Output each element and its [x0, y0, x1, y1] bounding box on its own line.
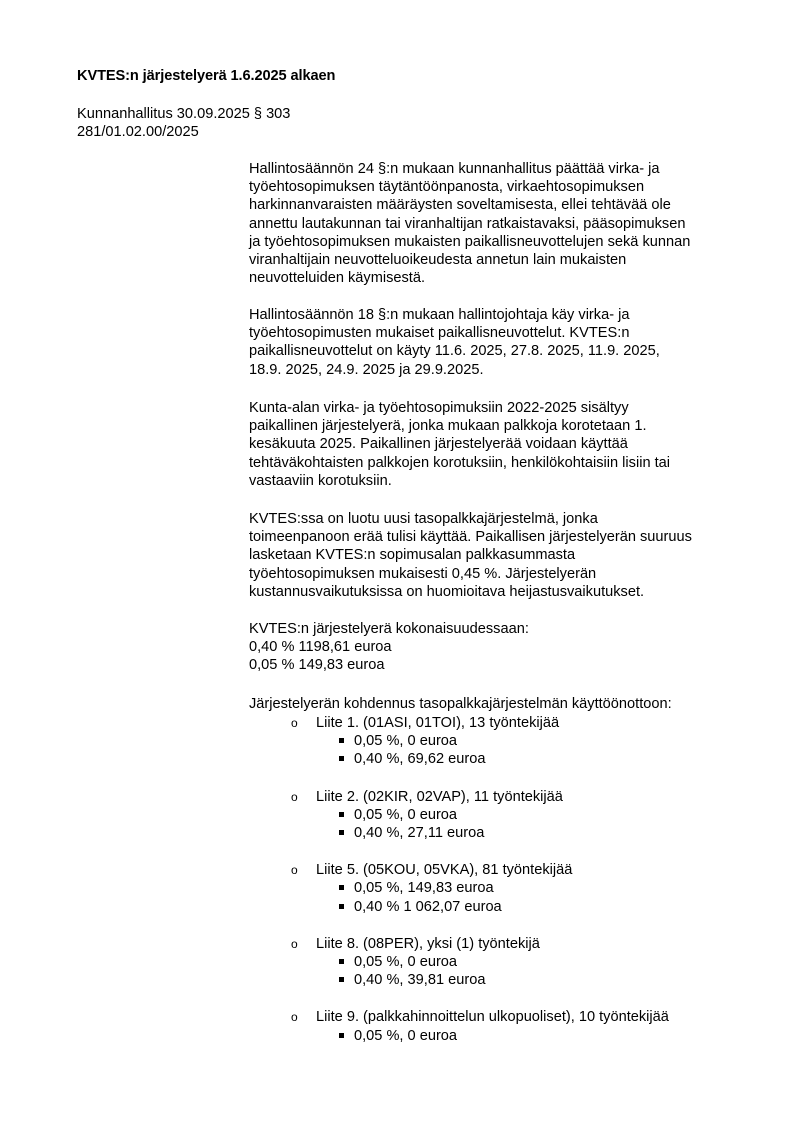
- square-bullet-icon: [339, 756, 344, 761]
- text-line: työehtosopimusten mukaiset paikallisneuvottelut. KVTES:n: [249, 325, 630, 342]
- text-line: 0,40 % 1198,61 euroa: [249, 639, 392, 656]
- text-line: Järjestelyerän kohdennus tasopalkkajärjestelmän käyttöönottoon:: [249, 696, 672, 712]
- square-bullet-icon: [339, 959, 344, 964]
- allocation-item-text: 0,05 %, 0 euroa: [354, 1027, 458, 1044]
- text-line: viranhaltijain neuvotteluoikeudesta annetun lain mukaisten: [249, 252, 627, 269]
- allocation-item-text: 0,40 % 1 062,07 euroa: [354, 898, 502, 915]
- meeting-info: [77, 105, 290, 141]
- text-line: vastaaviin korotuksiin.: [249, 472, 392, 489]
- allocation-group: [249, 714, 669, 769]
- allocation-item-text: 0,05 %, 0 euroa: [354, 954, 458, 971]
- allocation-label: Liite 5. (05KOU, 05VKA), 81 työntekijää: [316, 862, 573, 879]
- allocation-item-text: 0,05 %, 0 euroa: [354, 733, 458, 750]
- paragraph-hallintosaanto-18: [249, 306, 660, 379]
- allocation-item-text: 0,40 %, 39,81 euroa: [354, 972, 486, 989]
- text-line: KVTES:n järjestelyerä kokonaisuudessaan:: [249, 621, 529, 637]
- square-bullet-icon: [339, 904, 344, 909]
- circle-bullet-icon: o: [291, 716, 298, 730]
- paragraph-kohdennus: [249, 695, 672, 713]
- allocation-item: [249, 953, 669, 971]
- circle-bullet-icon: o: [291, 936, 298, 951]
- text-line: neuvotteluiden käymisestä.: [249, 270, 426, 287]
- allocation-item-text: 0,05 %, 0 euroa: [354, 806, 458, 823]
- square-bullet-icon: [339, 977, 344, 982]
- text-line: 18.9. 2025, 24.9. 2025 ja 29.9.2025.: [249, 361, 484, 378]
- text-line: kustannusvaikutuksissa on huomioitava heijastusvaikutukset.: [249, 583, 645, 600]
- allocation-item: [249, 806, 669, 824]
- record-id: 281/01.02.00/2025: [77, 124, 199, 140]
- allocation-item: [249, 1027, 669, 1045]
- square-bullet-icon: [339, 830, 344, 835]
- text-line: toimeenpanoon erää tulisi käyttää. Paikallisen järjestelyerän suuruus: [249, 529, 692, 546]
- text-line: harkinnanvaraisten määräysten soveltamisesta, ellei tehtävää ole: [249, 197, 671, 214]
- allocation-item: [249, 732, 669, 750]
- allocation-label: Liite 2. (02KIR, 02VAP), 11 työntekijää: [316, 788, 563, 805]
- allocation-heading: [249, 1008, 669, 1026]
- allocation-item-text: 0,40 %, 27,11 euroa: [354, 825, 485, 842]
- text-line: Hallintosäännön 18 §:n mukaan hallintojohtaja käy virka- ja: [249, 307, 630, 323]
- allocation-item: [249, 971, 669, 989]
- allocation-heading: [249, 788, 669, 806]
- text-line: työehtosopimuksen mukaisesti 0,45 %. Järjestelyerän: [249, 565, 597, 582]
- allocation-item: [249, 879, 669, 897]
- text-line: Hallintosäännön 24 §:n mukaan kunnanhallitus päättää virka- ja: [249, 161, 660, 177]
- text-line: kesäkuuta 2025. Paikallinen järjestelyerää voidaan käyttää: [249, 436, 628, 453]
- paragraph-kunta-ala: [249, 399, 670, 490]
- square-bullet-icon: [339, 1033, 344, 1038]
- circle-bullet-icon: o: [291, 863, 298, 878]
- allocation-item: [249, 824, 669, 842]
- allocation-label: Liite 8. (08PER), yksi (1) työntekijä: [316, 935, 540, 952]
- paragraph-hallintosaanto-24: [249, 160, 690, 287]
- allocation-item-text: 0,05 %, 149,83 euroa: [354, 880, 494, 897]
- allocation-label: Liite 1. (01ASI, 01TOI), 13 työntekijää: [316, 715, 560, 731]
- text-line: 0,05 % 149,83 euroa: [249, 657, 385, 674]
- allocation-list: [249, 714, 669, 1064]
- circle-bullet-icon: o: [291, 789, 298, 804]
- allocation-group: [249, 935, 669, 990]
- allocation-heading: [249, 861, 669, 879]
- allocation-heading: [249, 935, 669, 953]
- text-line: Kunta-alan virka- ja työehtosopimuksiin 2022-2025 sisältyy: [249, 400, 629, 416]
- text-line: annettu lautakunnan tai viranhaltijan ratkaistavaksi, pääsopimuksen: [249, 215, 686, 232]
- circle-bullet-icon: o: [291, 1010, 298, 1025]
- allocation-item: [249, 898, 669, 916]
- paragraph-tasopalkka: [249, 510, 692, 601]
- allocation-heading: [249, 714, 669, 732]
- paragraph-kokonaisuus: [249, 620, 529, 675]
- text-line: KVTES:ssa on luotu uusi tasopalkkajärjestelmä, jonka: [249, 511, 598, 527]
- allocation-item-text: 0,40 %, 69,62 euroa: [354, 751, 486, 768]
- meeting-reference: Kunnanhallitus 30.09.2025 § 303: [77, 106, 291, 122]
- allocation-item: [249, 750, 669, 768]
- text-line: paikallisneuvottelut on käyty 11.6. 2025, 27.8. 2025, 11.9. 2025,: [249, 343, 660, 360]
- square-bullet-icon: [339, 885, 344, 890]
- allocation-group: [249, 861, 669, 916]
- allocation-group: [249, 788, 669, 843]
- text-line: tehtäväkohtaisten palkkojen korotuksiin, henkilökohtaisiin lisiin tai: [249, 454, 671, 471]
- square-bullet-icon: [339, 812, 344, 817]
- text-line: paikallinen järjestelyerä, jonka mukaan palkkoja korotetaan 1.: [249, 418, 647, 435]
- text-line: työehtosopimuksen täytäntöönpanosta, virkaehtosopimuksen: [249, 179, 645, 196]
- allocation-group: [249, 1008, 669, 1044]
- text-line: lasketaan KVTES:n sopimusalan palkkasummasta: [249, 547, 576, 564]
- square-bullet-icon: [339, 738, 344, 743]
- allocation-label: Liite 9. (palkkahinnoittelun ulkopuoliset), 10 työntekijää: [316, 1009, 669, 1026]
- document-title: KVTES:n järjestelyerä 1.6.2025 alkaen: [77, 68, 336, 84]
- text-line: ja työehtosopimuksen mukaisten paikallisneuvottelujen sekä kunnan: [249, 233, 691, 250]
